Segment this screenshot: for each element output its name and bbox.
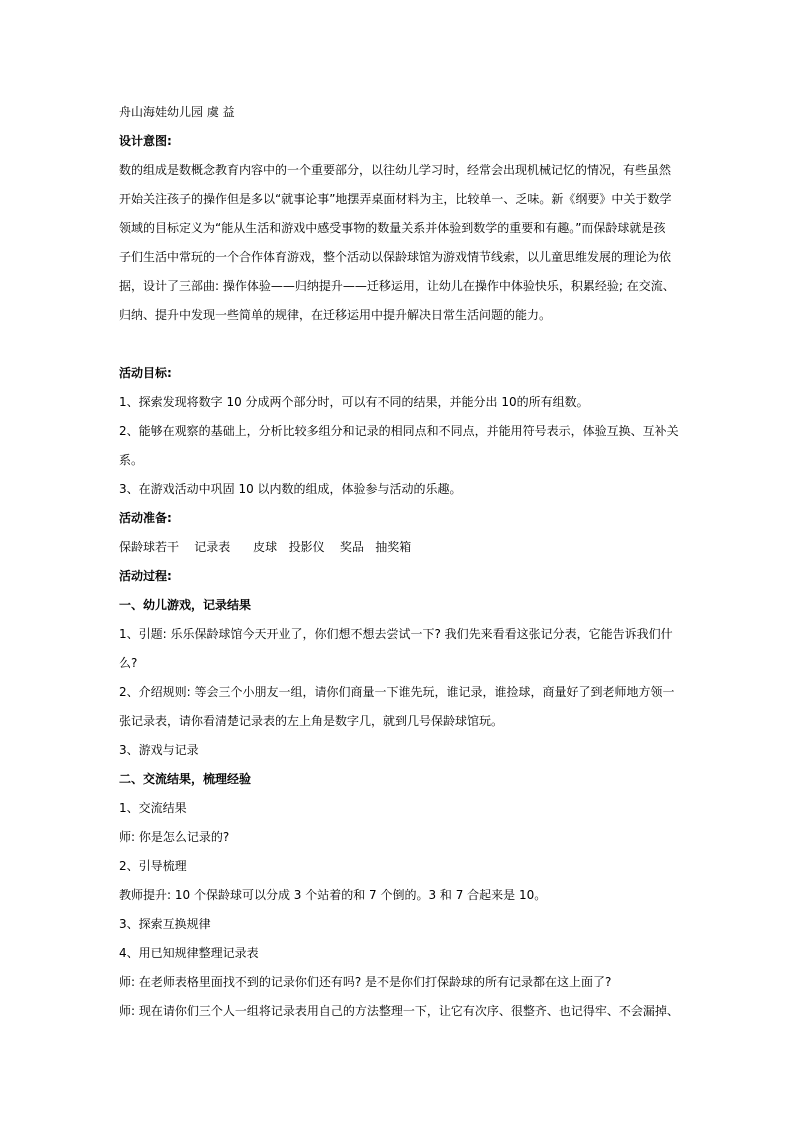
process-line: 3、探索互换规律 [119,917,211,931]
process-line: 2、引导梳理 [119,859,187,873]
process-line: 教师提升: 10 个保龄球可以分成 3 个站着的和 7 个倒的。3 和 7 合起来是 10。 [119,888,547,902]
author-line: 舟山海娃幼儿园 虞 益 [119,105,235,119]
process-line: 师: 现在请你们三个人一组将记录表用自己的方法整理一下，让它有次序、很整齐、也记得牢、不会漏掉、 [119,1004,679,1018]
paragraph-line: 子们生活中常玩的一个合作体育游戏，整个活动以保龄球馆为游戏情节线索，以儿童思维发展的理论为依 [119,250,672,264]
goal-line: 系。 [119,453,144,467]
goal-line: 3、在游戏活动中巩固 10 以内数的组成，体验参与活动的乐趣。 [119,482,462,496]
part2-heading: 二、交流结果，梳理经验 [119,772,252,786]
goal-line: 2、能够在观察的基础上，分析比较多组分和记录的相同点和不同点，并能用符号表示，体验互换、互补关 [119,424,679,438]
paragraph-line: 开始关注孩子的操作但是多以“就事论事”地摆弄桌面材料为主，比较单一、乏味。新《纲要》中关于数学 [119,192,672,206]
paragraph-line: 归纳、提升中发现一些简单的规律，在迁移运用中提升解决日常生活问题的能力。 [119,308,552,322]
process-line: 2、介绍规则: 等会三个小朋友一组，请你们商量一下谁先玩，谁记录，谁捡球，商量好了到老师地方领一 [119,685,675,699]
design-heading: 设计意图: [119,134,172,148]
part1-heading: 一、幼儿游戏，记录结果 [119,598,252,612]
process-line: 张记录表，请你看清楚记录表的左上角是数字几，就到几号保龄球馆玩。 [119,714,504,728]
process-line: 4、用已知规律整理记录表 [119,946,259,960]
process-line: 师: 你是怎么记录的? [119,830,230,844]
goals-heading: 活动目标: [119,366,172,380]
process-line: 1、引题: 乐乐保龄球馆今天开业了，你们想不想去尝试一下? 我们先来看看这张记分表，它能告诉我们什 [119,627,673,641]
process-line: 么? [119,656,138,670]
goal-line: 1、探索发现将数字 10 分成两个部分时，可以有不同的结果，并能分出 10的所有组数。 [119,395,589,409]
process-line: 师: 在老师表格里面找不到的记录你们还有吗? 是不是你们打保龄球的所有记录都在这上面了? [119,975,612,989]
process-heading: 活动过程: [119,569,172,583]
document-page [119,98,679,1026]
prep-line: 保龄球若干 记录表 皮球 投影仪 奖品 抽奖箱 [119,540,412,554]
process-line: 3、游戏与记录 [119,743,199,757]
paragraph-line: 领域的目标定义为“能从生活和游戏中感受事物的数量关系并体验到数学的重要和有趣。”而保龄球就是孩 [119,221,666,235]
prep-heading: 活动准备: [119,511,172,525]
process-line: 1、交流结果 [119,801,187,815]
blank-line [119,330,679,359]
paragraph-line: 据，设计了三部曲: 操作体验——归纳提升——迁移运用，让幼儿在操作中体验快乐，积累经验; 在交流、 [119,279,675,293]
paragraph-line: 数的组成是数概念教育内容中的一个重要部分，以往幼儿学习时，经常会出现机械记忆的情况，有些虽然 [119,163,672,177]
